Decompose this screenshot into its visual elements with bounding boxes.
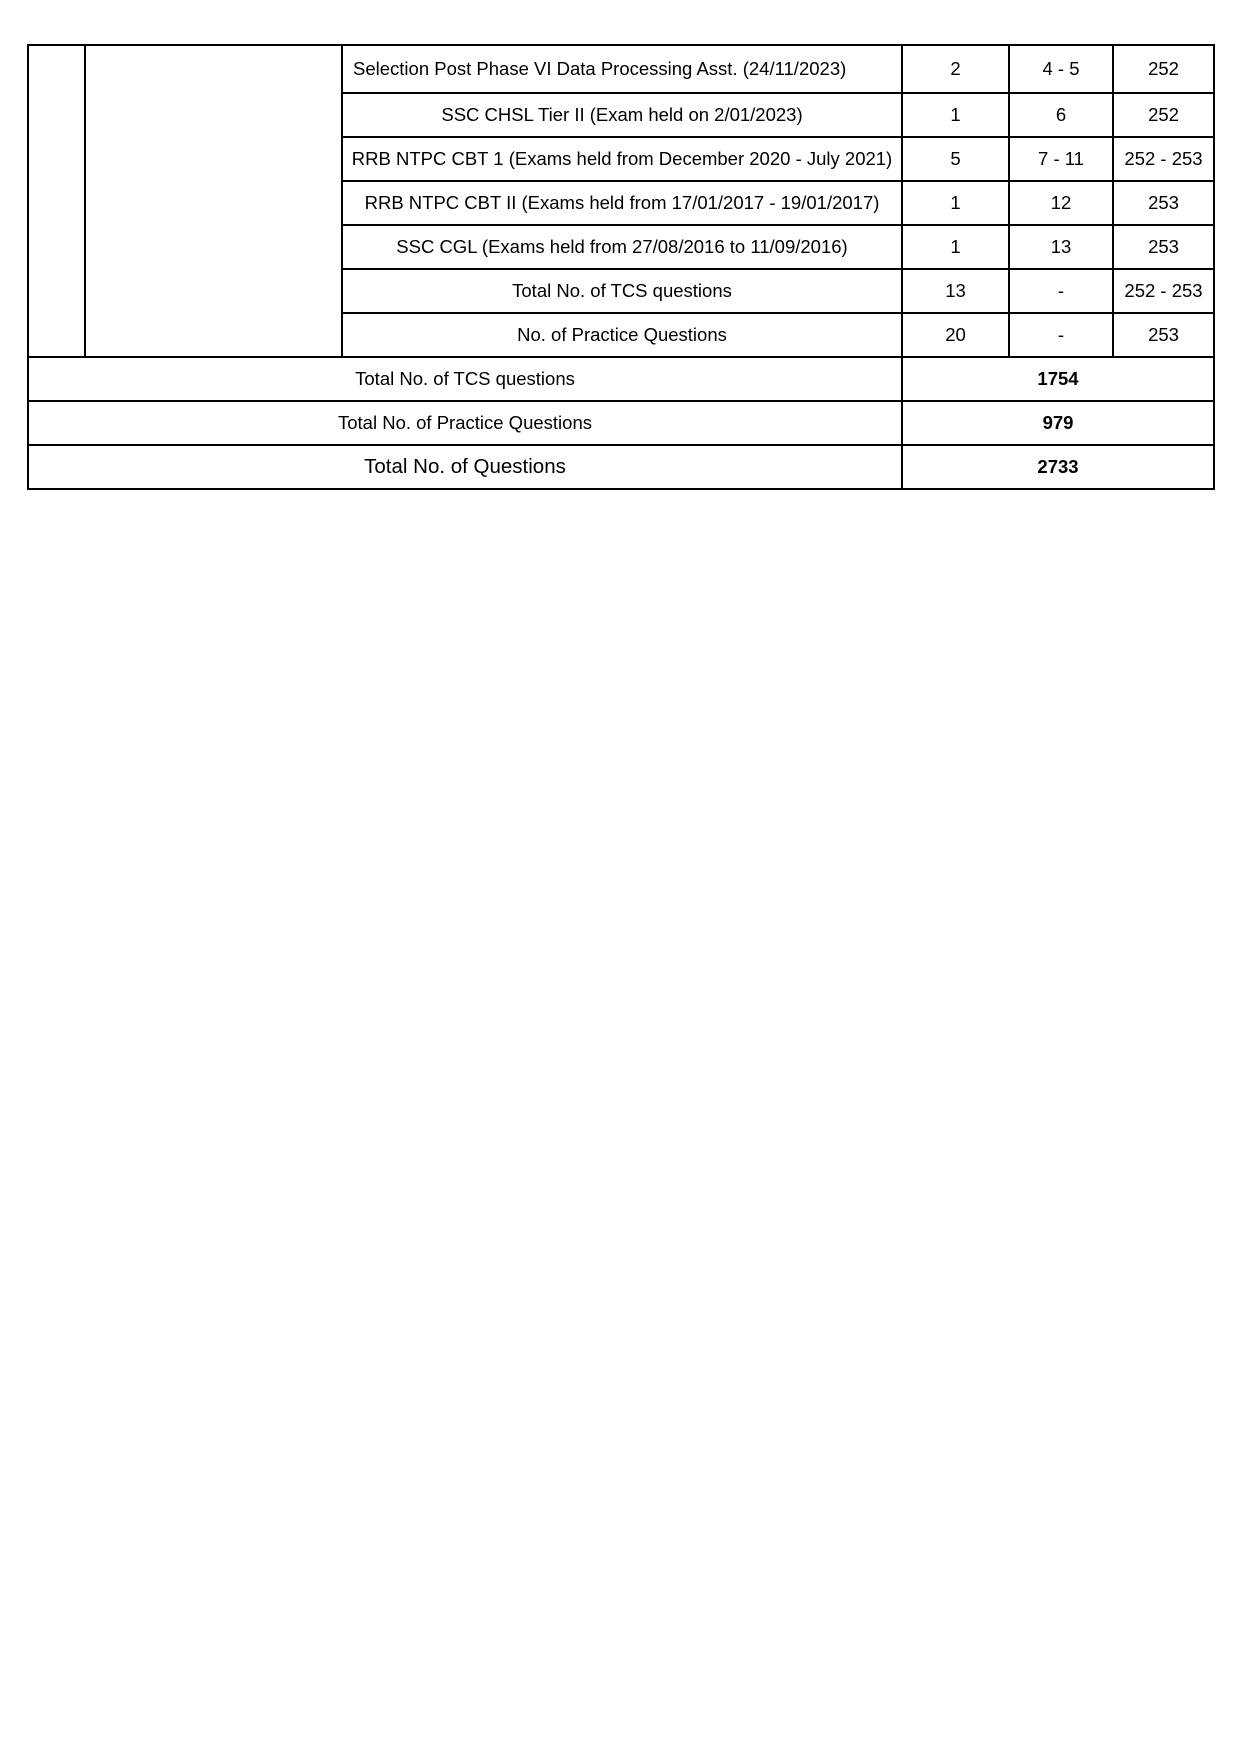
total-tcs-value: 1754 <box>902 357 1214 401</box>
row-question-numbers: 6 <box>1009 93 1113 137</box>
total-practice-value: 979 <box>902 401 1214 445</box>
total-tcs-row <box>28 357 1214 401</box>
total-practice-label: Total No. of Practice Questions <box>28 401 902 445</box>
total-questions-row <box>28 445 1214 489</box>
row-page-numbers: 253 <box>1113 181 1214 225</box>
row-question-count: 1 <box>902 181 1009 225</box>
row-question-count: 13 <box>902 269 1009 313</box>
row-question-count: 1 <box>902 225 1009 269</box>
row-description: Total No. of TCS questions <box>342 269 902 313</box>
questions-table <box>27 44 1215 490</box>
total-questions-label: Total No. of Questions <box>28 445 902 489</box>
row-question-count: 5 <box>902 137 1009 181</box>
row-question-numbers: - <box>1009 313 1113 357</box>
total-practice-row <box>28 401 1214 445</box>
empty-topic-cell <box>85 45 342 357</box>
row-description: Selection Post Phase VI Data Processing Asst. (24/11/2023) <box>342 45 902 93</box>
row-page-numbers: 252 <box>1113 45 1214 93</box>
row-description: No. of Practice Questions <box>342 313 902 357</box>
row-question-numbers: 13 <box>1009 225 1113 269</box>
row-description: RRB NTPC CBT II (Exams held from 17/01/2017 - 19/01/2017) <box>342 181 902 225</box>
row-page-numbers: 253 <box>1113 313 1214 357</box>
row-page-numbers: 252 - 253 <box>1113 137 1214 181</box>
row-page-numbers: 252 <box>1113 93 1214 137</box>
row-question-count: 20 <box>902 313 1009 357</box>
total-tcs-label: Total No. of TCS questions <box>28 357 902 401</box>
row-question-numbers: 7 - 11 <box>1009 137 1113 181</box>
table-row <box>28 45 1214 93</box>
row-question-numbers: 12 <box>1009 181 1113 225</box>
row-question-numbers: - <box>1009 269 1113 313</box>
row-question-count: 1 <box>902 93 1009 137</box>
row-question-count: 2 <box>902 45 1009 93</box>
row-description: RRB NTPC CBT 1 (Exams held from December 2020 - July 2021) <box>342 137 902 181</box>
empty-serial-cell <box>28 45 85 357</box>
row-description: SSC CHSL Tier II (Exam held on 2/01/2023) <box>342 93 902 137</box>
row-page-numbers: 253 <box>1113 225 1214 269</box>
row-description: SSC CGL (Exams held from 27/08/2016 to 11/09/2016) <box>342 225 902 269</box>
row-page-numbers: 252 - 253 <box>1113 269 1214 313</box>
total-questions-value: 2733 <box>902 445 1214 489</box>
row-question-numbers: 4 - 5 <box>1009 45 1113 93</box>
